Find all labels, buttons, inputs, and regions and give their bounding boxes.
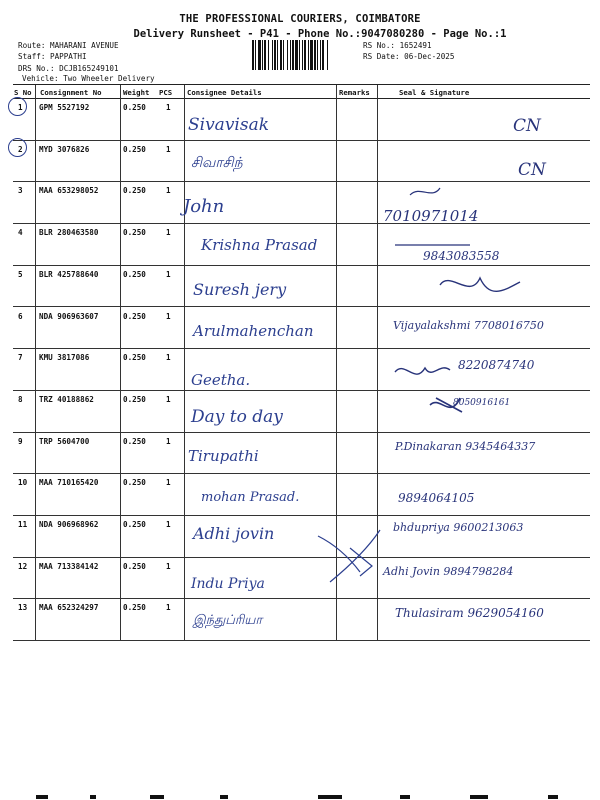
col-remarks: Remarks [339, 88, 370, 97]
row-consignee: mohan Prasad. [201, 490, 300, 506]
row-pcs: 1 [166, 186, 171, 196]
col-consignment: Consignment No [40, 88, 102, 97]
row-sno: 3 [18, 186, 23, 196]
staff-text: Staff: PAPPATHI [18, 52, 87, 61]
row-weight: 0.250 [123, 436, 146, 446]
row-signature: 8220874740 [458, 358, 535, 373]
row-consignment: BLR 280463580 [39, 228, 99, 238]
footer-strip [0, 795, 600, 800]
row-sno: 6 [18, 311, 23, 321]
signature-scribble-icon [410, 188, 440, 195]
col-weight: Weight [123, 88, 150, 97]
row-consignee: Indu Priya [191, 575, 265, 592]
row-weight: 0.250 [123, 603, 146, 613]
row-consignment: NDA 906968962 [39, 520, 99, 529]
row-weight: 0.250 [123, 311, 146, 321]
company-name: THE PROFESSIONAL COURIERS, COIMBATORE [179, 13, 421, 25]
row-sno: 1 [18, 103, 23, 112]
row-consignment: NDA 906963607 [39, 311, 99, 321]
row-sno: 8 [18, 394, 23, 404]
row-consignee: Suresh jery [193, 279, 287, 299]
row-consignee: Tirupathi [188, 446, 259, 465]
row-sno: 5 [18, 269, 23, 279]
row-sno: 2 [18, 144, 23, 154]
row-consignee: John [183, 196, 225, 218]
arrow-stroke-icon [318, 536, 372, 576]
row-sno: 13 [18, 603, 28, 613]
arrow-stroke-icon [330, 530, 380, 582]
row-sno: 10 [18, 478, 28, 488]
row-pcs: 1 [166, 520, 171, 529]
row-consignment: MYD 3076826 [39, 144, 90, 154]
row-signature: bhdupriya 9600213063 [393, 521, 524, 534]
row-weight: 0.250 [123, 144, 146, 154]
row-sno: 7 [18, 353, 23, 363]
drs-text: DRS No.: DCJB165249101 [18, 64, 119, 73]
row-pcs: 1 [166, 436, 171, 446]
row-signature: 9843083558 [423, 249, 500, 264]
col-pcs: PCS [159, 88, 173, 97]
row-consignment: MAA 710165420 [39, 478, 99, 488]
row-weight: 0.250 [123, 520, 146, 529]
route-text: Route: MAHARANI AVENUE [18, 41, 119, 50]
row-consignment: MAA 713384142 [39, 561, 99, 571]
row-weight: 0.250 [123, 228, 146, 238]
row-signature: 7010971014 [383, 207, 479, 226]
row-pcs: 1 [166, 311, 171, 321]
row-weight: 0.250 [123, 269, 146, 279]
row-consignment: MAA 652324297 [39, 603, 99, 613]
signature-scribble-icon [430, 398, 462, 412]
row-sno: 12 [18, 561, 28, 571]
row-consignee: Krishna Prasad [201, 236, 318, 255]
row-sno: 11 [18, 520, 28, 529]
row-consignee: Adhi jovin [193, 524, 275, 543]
signature-scribble-icon [440, 278, 520, 291]
row-signature: 8050916161 [453, 397, 511, 408]
col-sno: S No [14, 88, 32, 97]
row-consignment: BLR 425788640 [39, 269, 99, 279]
row-signature: 9894064105 [398, 491, 475, 506]
row-consignee: இந்துப்ரியா [193, 613, 263, 629]
row-pcs: 1 [166, 394, 171, 404]
row-consignment: MAA 653298052 [39, 186, 99, 196]
row-pcs: 1 [166, 228, 171, 238]
rs-no-text: RS No.: 1652491 [363, 41, 432, 50]
runsheet-title: Delivery Runsheet - P41 - Phone No.:9047080280 - Page No.:1 [133, 28, 507, 40]
row-pcs: 1 [166, 561, 171, 571]
row-sno: 4 [18, 228, 23, 238]
row-signature: CN [518, 159, 546, 180]
row-signature: Thulasiram 9629054160 [395, 606, 544, 621]
row-weight: 0.250 [123, 478, 146, 488]
row-signature: CN [513, 116, 541, 136]
row-pcs: 1 [166, 478, 171, 488]
row-consignment: TRP 5604700 [39, 436, 90, 446]
row-weight: 0.250 [123, 561, 146, 571]
row-weight: 0.250 [123, 186, 146, 196]
row-pcs: 1 [166, 144, 171, 154]
vehicle-text: Vehicle: Two Wheeler Delivery [22, 74, 155, 83]
row-consignment: GPM 5527192 [39, 103, 90, 112]
row-consignee: Arulmahenchan [193, 321, 314, 340]
row-consignee: Day to day [191, 406, 283, 427]
rs-date-text: RS Date: 06-Dec-2025 [363, 52, 455, 61]
col-signature: Seal & Signature [399, 88, 470, 97]
row-signature: Adhi Jovin 9894798284 [383, 564, 514, 578]
row-pcs: 1 [166, 103, 171, 112]
row-signature: P.Dinakaran 9345464337 [395, 439, 536, 453]
row-signature: Vijayalakshmi 7708016750 [393, 318, 544, 332]
signature-scribble-icon [395, 368, 450, 374]
row-pcs: 1 [166, 353, 171, 363]
col-consignee: Consignee Details [187, 88, 262, 97]
row-weight: 0.250 [123, 394, 146, 404]
row-consignee: சிவாசிந் [191, 154, 243, 171]
row-consignee: Sivavisak [188, 115, 270, 135]
row-weight: 0.250 [123, 103, 146, 112]
row-weight: 0.250 [123, 353, 146, 363]
row-consignment: KMU 3817086 [39, 353, 90, 363]
row-sno: 9 [18, 436, 23, 446]
row-pcs: 1 [166, 269, 171, 279]
row-consignment: TRZ 40188862 [39, 394, 94, 404]
row-consignee: Geetha. [191, 371, 251, 390]
row-pcs: 1 [166, 603, 171, 613]
